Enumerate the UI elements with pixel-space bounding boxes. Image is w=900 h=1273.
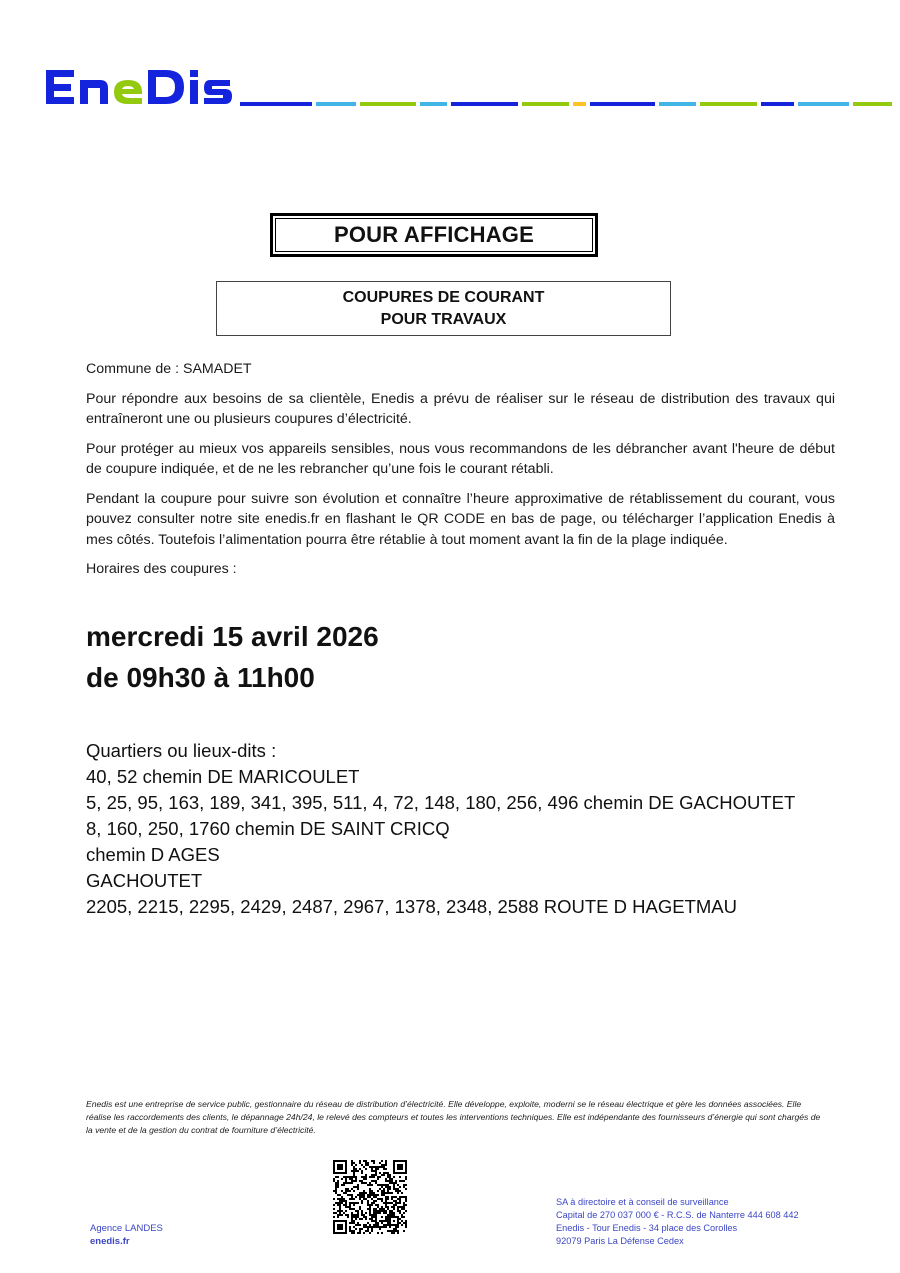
- legal-notice: Enedis est une entreprise de service public, gestionnaire du réseau de distribution d’électricité. Elle développe, exploite, moderni se le réseau électrique et gère les données associées. Elle réalise les raccordements des clients, le dépannage 24h/24, le relevé des compteurs et toutes les interventions techniques. Elle est indépendante des fournisseurs d’énergie qui sont chargés de la vente et de la gestion du contrat de fourniture d’électricité.: [86, 1099, 821, 1135]
- horaires-label: Horaires des coupures :: [86, 561, 237, 577]
- quartier-item: 2205, 2215, 2295, 2429, 2487, 2967, 1378, 2348, 2588 ROUTE D HAGETMAU: [86, 896, 738, 917]
- stripe-segment: [659, 102, 696, 106]
- agence-block: [90, 1222, 163, 1248]
- stripe-segment: [798, 102, 850, 106]
- enedis-logo: [44, 66, 234, 113]
- company-info: [556, 1196, 799, 1248]
- commune: Commune de : SAMADET: [86, 361, 252, 377]
- stripe-segment: [700, 102, 757, 106]
- brand-stripe: [240, 102, 896, 106]
- quartiers-label: Quartiers ou lieux-dits :: [86, 740, 277, 761]
- coupures-title-line1: COUPURES DE COURANT: [342, 288, 545, 306]
- quartier-item: 8, 160, 250, 1760 chemin DE SAINT CRICQ: [86, 818, 450, 839]
- coupures-box: [216, 281, 671, 336]
- schedule: [86, 616, 379, 698]
- company-line: Capital de 270 037 000 € - R.C.S. de Nanterre 444 608 442: [556, 1210, 799, 1220]
- agence-name: Agence LANDES: [90, 1223, 163, 1234]
- stripe-segment: [522, 102, 570, 106]
- quartier-item: GACHOUTET: [86, 870, 203, 891]
- stripe-segment: [761, 102, 794, 106]
- schedule-time: de 09h30 à 11h00: [86, 662, 315, 693]
- stripe-segment: [420, 102, 448, 106]
- stripe-segment: [853, 102, 892, 106]
- stripe-segment: [590, 102, 654, 106]
- company-line: SA à directoire et à conseil de surveillance: [556, 1197, 729, 1207]
- stripe-segment: [316, 102, 357, 106]
- qr-code[interactable]: [333, 1160, 407, 1234]
- pour-affichage-banner: [270, 213, 598, 257]
- qr-code-icon: [333, 1160, 407, 1234]
- quartier-item: 40, 52 chemin DE MARICOULET: [86, 766, 360, 787]
- stripe-segment: [240, 102, 312, 106]
- stripe-segment: [451, 102, 517, 106]
- stripe-segment: [360, 102, 415, 106]
- quartiers-list: [86, 738, 866, 920]
- quartier-item: 5, 25, 95, 163, 189, 341, 395, 511, 4, 72, 148, 180, 256, 496 chemin DE GACHOUTET: [86, 792, 796, 813]
- notice-body: [86, 359, 835, 589]
- stripe-segment: [573, 102, 586, 106]
- company-line: 92079 Paris La Défense Cedex: [556, 1236, 684, 1246]
- website-link[interactable]: enedis.fr: [90, 1236, 130, 1247]
- schedule-date: mercredi 15 avril 2026: [86, 621, 379, 652]
- paragraph-appareils: Pour protéger au mieux vos appareils sensibles, nous vous recommandons de les débrancher avant l'heure de début de coupure indiquée, et de ne les rebrancher qu’une fois le courant rétabli.: [86, 440, 835, 477]
- paragraph-travaux: Pour répondre aux besoins de sa clientèle, Enedis a prévu de réaliser sur le réseau de distribution des travaux qui entraîneront une ou plusieurs coupures d’électricité.: [86, 390, 835, 427]
- banner-title: POUR AFFICHAGE: [275, 218, 593, 252]
- company-line: Enedis - Tour Enedis - 34 place des Corolles: [556, 1223, 738, 1233]
- paragraph-suivi: Pendant la coupure pour suivre son évolution et connaître l’heure approximative de rétablissement du courant, vous pouvez consulter notre site enedis.fr en flashant le QR CODE en bas de page, ou télécharger l’application Enedis à mes côtés. Toutefois l’alimentation pourra être rétablie à tout moment avant la fin de la plage indiquée.: [86, 490, 835, 548]
- quartier-item: chemin D AGES: [86, 844, 220, 865]
- enedis-logo-icon: [44, 66, 234, 108]
- coupures-title-line2: POUR TRAVAUX: [380, 310, 507, 328]
